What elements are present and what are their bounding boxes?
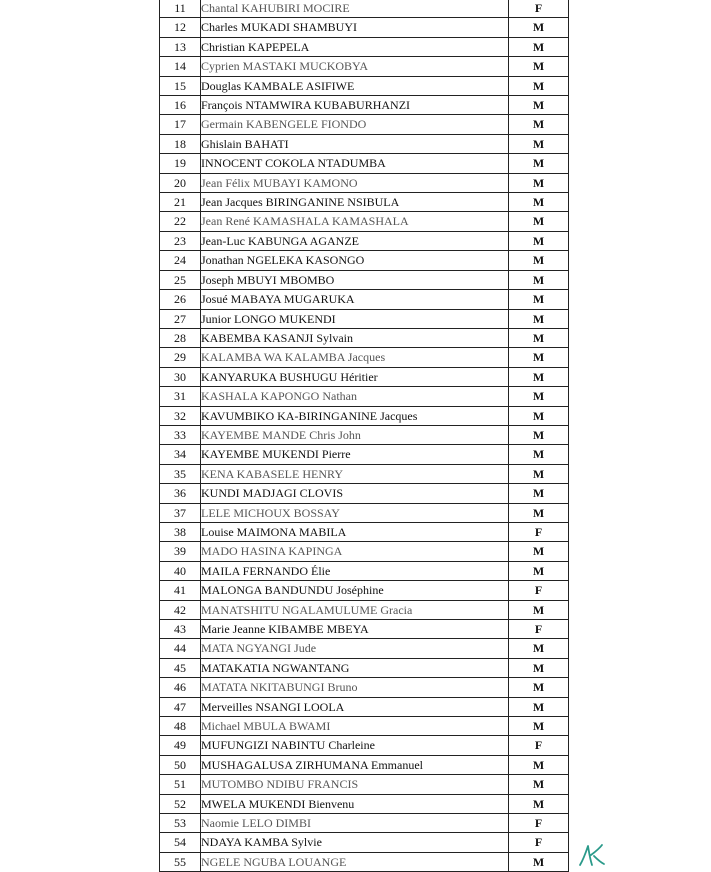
row-number: 21 xyxy=(160,193,201,212)
participant-sex: M xyxy=(509,387,569,406)
participant-name: MAILA FERNANDO Élie xyxy=(201,561,509,580)
table-row xyxy=(160,37,569,56)
table-row xyxy=(160,348,569,367)
row-number: 32 xyxy=(160,406,201,425)
table-row xyxy=(160,290,569,309)
table-row xyxy=(160,309,569,328)
participant-sex: M xyxy=(509,134,569,153)
table-row xyxy=(160,581,569,600)
row-number: 27 xyxy=(160,309,201,328)
participant-name: Ghislain BAHATI xyxy=(201,134,509,153)
participant-name: MADO HASINA KAPINGA xyxy=(201,542,509,561)
table-row xyxy=(160,115,569,134)
participant-name: Chantal KAHUBIRI MOCIRE xyxy=(201,0,509,18)
participant-name: Marie Jeanne KIBAMBE MBEYA xyxy=(201,620,509,639)
table-row xyxy=(160,367,569,386)
participant-name: MUTOMBO NDIBU FRANCIS xyxy=(201,775,509,794)
table-row xyxy=(160,639,569,658)
participant-sex: M xyxy=(509,561,569,580)
participant-name: KASHALA KAPONGO Nathan xyxy=(201,387,509,406)
row-number: 35 xyxy=(160,464,201,483)
table-row xyxy=(160,173,569,192)
row-number: 25 xyxy=(160,270,201,289)
participant-sex: F xyxy=(509,814,569,833)
participant-sex: M xyxy=(509,542,569,561)
row-number: 40 xyxy=(160,561,201,580)
participant-sex: M xyxy=(509,76,569,95)
participant-sex: M xyxy=(509,775,569,794)
participant-name: Merveilles NSANGI LOOLA xyxy=(201,697,509,716)
participant-name: Christian KAPEPELA xyxy=(201,37,509,56)
participant-name: Jonathan NGELEKA KASONGO xyxy=(201,251,509,270)
row-number: 34 xyxy=(160,445,201,464)
participant-name: NGELE NGUBA LOUANGE xyxy=(201,852,509,871)
participant-name: KALAMBA WA KALAMBA Jacques xyxy=(201,348,509,367)
participant-sex: M xyxy=(509,37,569,56)
participant-name: MUSHAGALUSA ZIRHUMANA Emmanuel xyxy=(201,755,509,774)
row-number: 51 xyxy=(160,775,201,794)
participant-sex: M xyxy=(509,464,569,483)
row-number: 50 xyxy=(160,755,201,774)
row-number: 19 xyxy=(160,154,201,173)
participant-name: KUNDI MADJAGI CLOVIS xyxy=(201,484,509,503)
table-row xyxy=(160,814,569,833)
participant-sex: M xyxy=(509,503,569,522)
participant-sex: M xyxy=(509,755,569,774)
participant-sex: F xyxy=(509,0,569,18)
table-row xyxy=(160,833,569,852)
row-number: 18 xyxy=(160,134,201,153)
table-row xyxy=(160,328,569,347)
participant-name: MUFUNGIZI NABINTU Charleine xyxy=(201,736,509,755)
participant-name: François NTAMWIRA KUBABURHANZI xyxy=(201,96,509,115)
participant-name: INNOCENT COKOLA NTADUMBA xyxy=(201,154,509,173)
participant-name: Michael MBULA BWAMI xyxy=(201,717,509,736)
participant-name: Jean-Luc KABUNGA AGANZE xyxy=(201,231,509,250)
participant-sex: M xyxy=(509,717,569,736)
table-row xyxy=(160,193,569,212)
participant-name: NDAYA KAMBA Sylvie xyxy=(201,833,509,852)
table-row xyxy=(160,697,569,716)
row-number: 17 xyxy=(160,115,201,134)
participant-sex: M xyxy=(509,251,569,270)
table-row xyxy=(160,270,569,289)
row-number: 33 xyxy=(160,425,201,444)
row-number: 55 xyxy=(160,852,201,871)
participant-table xyxy=(159,0,569,872)
row-number: 15 xyxy=(160,76,201,95)
participant-sex: F xyxy=(509,581,569,600)
participant-name: MATATA NKITABUNGI Bruno xyxy=(201,678,509,697)
row-number: 30 xyxy=(160,367,201,386)
row-number: 22 xyxy=(160,212,201,231)
table-row xyxy=(160,425,569,444)
row-number: 41 xyxy=(160,581,201,600)
participant-sex: M xyxy=(509,115,569,134)
table-row xyxy=(160,561,569,580)
row-number: 16 xyxy=(160,96,201,115)
table-row xyxy=(160,406,569,425)
participant-name: Josué MABAYA MUGARUKA xyxy=(201,290,509,309)
participant-name: Jean Félix MUBAYI KAMONO xyxy=(201,173,509,192)
participant-name: Junior LONGO MUKENDI xyxy=(201,309,509,328)
table-row xyxy=(160,57,569,76)
participant-sex: M xyxy=(509,852,569,871)
participant-sex: M xyxy=(509,406,569,425)
participant-name: Germain KABENGELE FIONDO xyxy=(201,115,509,134)
participant-sex: M xyxy=(509,678,569,697)
row-number: 53 xyxy=(160,814,201,833)
table-row xyxy=(160,542,569,561)
participant-sex: M xyxy=(509,309,569,328)
table-row xyxy=(160,231,569,250)
row-number: 23 xyxy=(160,231,201,250)
participant-name: KAYEMBE MANDE Chris John xyxy=(201,425,509,444)
participant-sex: M xyxy=(509,484,569,503)
table-row xyxy=(160,464,569,483)
table-row xyxy=(160,0,569,18)
participant-sex: M xyxy=(509,231,569,250)
table-row xyxy=(160,658,569,677)
table-row xyxy=(160,96,569,115)
participant-name: KABEMBA KASANJI Sylvain xyxy=(201,328,509,347)
participant-sex: F xyxy=(509,833,569,852)
participant-sex: M xyxy=(509,328,569,347)
row-number: 14 xyxy=(160,57,201,76)
participant-sex: M xyxy=(509,425,569,444)
participant-table-body xyxy=(160,0,569,872)
row-number: 29 xyxy=(160,348,201,367)
participant-name: KAVUMBIKO KA-BIRINGANINE Jacques xyxy=(201,406,509,425)
participant-name: KAYEMBE MUKENDI Pierre xyxy=(201,445,509,464)
participant-sex: F xyxy=(509,736,569,755)
participant-sex: M xyxy=(509,154,569,173)
row-number: 37 xyxy=(160,503,201,522)
participant-name: Jean Jacques BIRINGANINE NSIBULA xyxy=(201,193,509,212)
participant-sex: F xyxy=(509,620,569,639)
participant-sex: M xyxy=(509,445,569,464)
row-number: 46 xyxy=(160,678,201,697)
row-number: 39 xyxy=(160,542,201,561)
participant-name: Douglas KAMBALE ASIFIWE xyxy=(201,76,509,95)
participant-name: MWELA MUKENDI Bienvenu xyxy=(201,794,509,813)
table-row xyxy=(160,154,569,173)
participant-name: Joseph MBUYI MBOMBO xyxy=(201,270,509,289)
row-number: 48 xyxy=(160,717,201,736)
row-number: 26 xyxy=(160,290,201,309)
participant-sex: M xyxy=(509,639,569,658)
table-row xyxy=(160,134,569,153)
table-row xyxy=(160,620,569,639)
participant-name: KANYARUKA BUSHUGU Héritier xyxy=(201,367,509,386)
participant-sex: F xyxy=(509,522,569,541)
participant-name: MATAKATIA NGWANTANG xyxy=(201,658,509,677)
row-number: 20 xyxy=(160,173,201,192)
row-number: 43 xyxy=(160,620,201,639)
table-row xyxy=(160,794,569,813)
participant-name: Charles MUKADI SHAMBUYI xyxy=(201,18,509,37)
participant-sex: M xyxy=(509,794,569,813)
participant-name: Louise MAIMONA MABILA xyxy=(201,522,509,541)
row-number: 24 xyxy=(160,251,201,270)
participant-sex: M xyxy=(509,173,569,192)
participant-sex: M xyxy=(509,212,569,231)
participant-name: MALONGA BANDUNDU Joséphine xyxy=(201,581,509,600)
table-row xyxy=(160,755,569,774)
row-number: 45 xyxy=(160,658,201,677)
participant-name: Jean René KAMASHALA KAMASHALA xyxy=(201,212,509,231)
participant-name: KENA KABASELE HENRY xyxy=(201,464,509,483)
table-row xyxy=(160,18,569,37)
table-row xyxy=(160,484,569,503)
table-row xyxy=(160,775,569,794)
participant-sex: M xyxy=(509,600,569,619)
table-row xyxy=(160,503,569,522)
participant-sex: M xyxy=(509,193,569,212)
table-row xyxy=(160,212,569,231)
participant-sex: M xyxy=(509,697,569,716)
participant-sex: M xyxy=(509,290,569,309)
row-number: 38 xyxy=(160,522,201,541)
participant-sex: M xyxy=(509,18,569,37)
row-number: 11 xyxy=(160,0,201,18)
participant-sex: M xyxy=(509,348,569,367)
table-row xyxy=(160,678,569,697)
row-number: 54 xyxy=(160,833,201,852)
participant-name: Naomie LELO DIMBI xyxy=(201,814,509,833)
participant-name: Cyprien MASTAKI MUCKOBYA xyxy=(201,57,509,76)
table-row xyxy=(160,600,569,619)
participant-sex: M xyxy=(509,96,569,115)
participant-sex: M xyxy=(509,270,569,289)
table-row xyxy=(160,522,569,541)
participant-name: MANATSHITU NGALAMULUME Gracia xyxy=(201,600,509,619)
row-number: 49 xyxy=(160,736,201,755)
participant-name: LELE MICHOUX BOSSAY xyxy=(201,503,509,522)
table-row xyxy=(160,76,569,95)
table-row xyxy=(160,387,569,406)
table-row xyxy=(160,736,569,755)
table-row xyxy=(160,717,569,736)
row-number: 28 xyxy=(160,328,201,347)
participant-sex: M xyxy=(509,367,569,386)
row-number: 52 xyxy=(160,794,201,813)
participant-sex: M xyxy=(509,658,569,677)
participant-sex: M xyxy=(509,57,569,76)
row-number: 13 xyxy=(160,37,201,56)
participant-name: MATA NGYANGI Jude xyxy=(201,639,509,658)
row-number: 42 xyxy=(160,600,201,619)
table-row xyxy=(160,251,569,270)
row-number: 31 xyxy=(160,387,201,406)
handwritten-initials-mark xyxy=(577,838,607,869)
table-row xyxy=(160,445,569,464)
row-number: 44 xyxy=(160,639,201,658)
row-number: 12 xyxy=(160,18,201,37)
row-number: 47 xyxy=(160,697,201,716)
row-number: 36 xyxy=(160,484,201,503)
